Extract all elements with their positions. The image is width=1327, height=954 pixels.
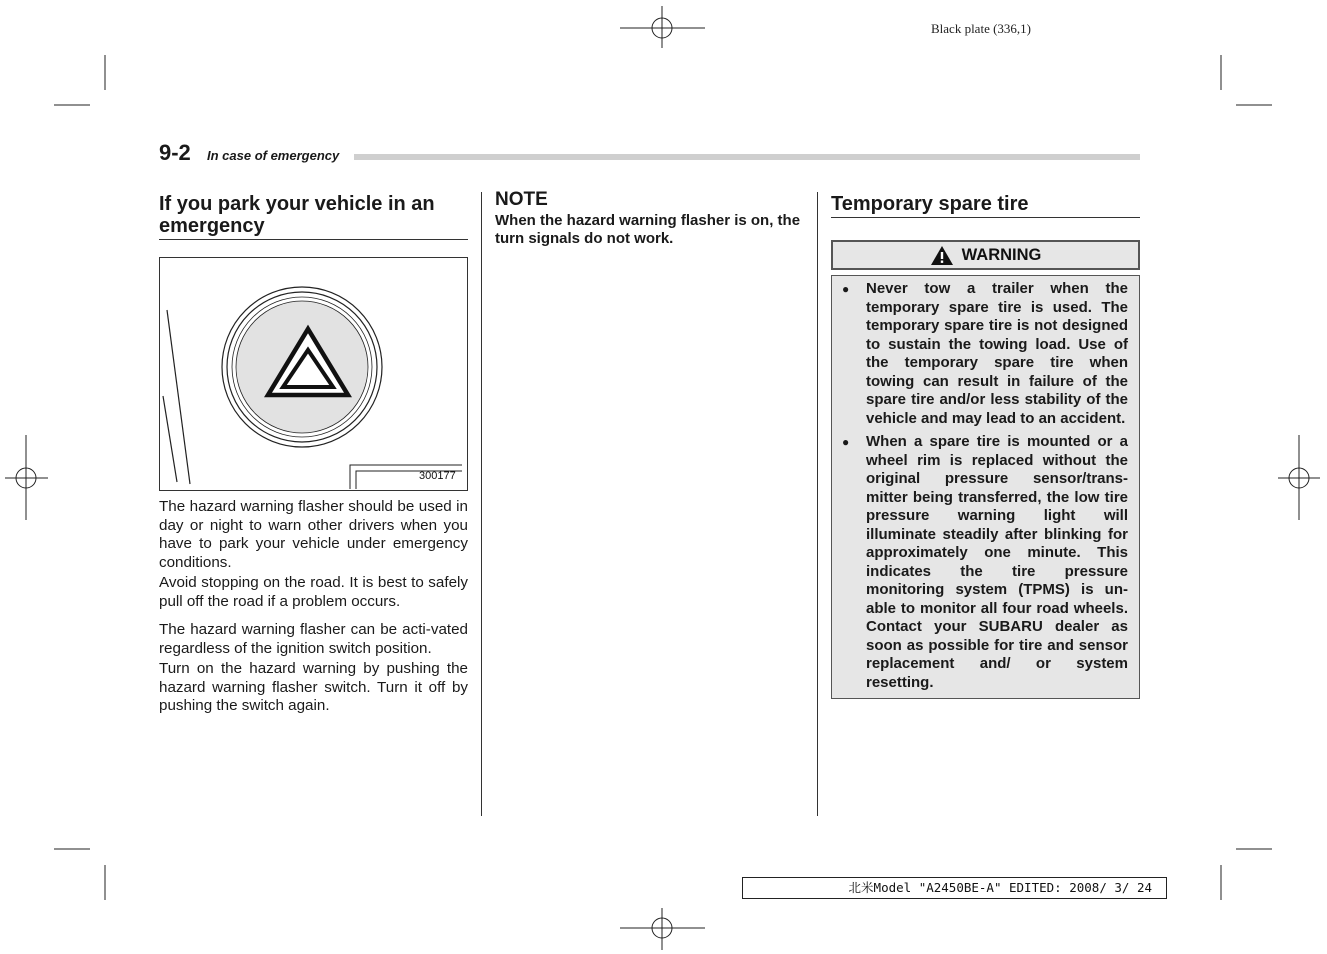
- warning-box: [831, 275, 1140, 699]
- warning-header: [831, 240, 1140, 270]
- column-3: [831, 193, 1140, 699]
- warning-label: WARNING: [961, 245, 1042, 264]
- bullet-icon: ●: [842, 282, 850, 296]
- page-header: [159, 140, 1140, 168]
- paragraph-4: Turn on the hazard warning by pushing the hazard warning flasher switch. Turn it off by pushing the switch again.: [159, 660, 468, 714]
- page-number: 9-2: [159, 140, 197, 166]
- warning-text-1: Never tow a trailer when the temporary spare tire is used. The temporary spare tire is not designed to sustain the towing load. Use of the temporary spare tire when towing can result in failure of the spare tire and/or less stability of the vehicle and may lead to an accident.: [866, 280, 1128, 427]
- note-title: NOTE: [495, 189, 548, 210]
- hazard-switch-illustration: [160, 258, 467, 490]
- spare-tire-title: Temporary spare tire: [831, 193, 1140, 218]
- header-rule: [354, 154, 1140, 160]
- column-2: [495, 188, 805, 248]
- paragraph-1: The hazard warning flasher should be used in day or night to warn other drivers when you have to park your vehicle under emergency conditions.: [159, 498, 468, 571]
- section-title: In case of emergency: [207, 148, 347, 163]
- column-divider-1: [481, 192, 482, 816]
- paragraph-3: The hazard warning flasher can be acti-vated regardless of the ignition switch position.: [159, 621, 468, 657]
- warning-item: [842, 433, 1128, 692]
- column-1: [159, 193, 468, 716]
- park-emergency-title: If you park your vehicle in an emergency: [159, 193, 468, 240]
- column-divider-2: [817, 192, 818, 816]
- figure-code: 300177: [419, 470, 456, 482]
- hazard-switch-figure: [159, 257, 468, 491]
- warning-text-2: When a spare tire is mounted or a wheel rim is replaced without the original pressure sensor/trans-mitter being transferred, the low tire pressure warning light will illuminate steadily after blinking for approximately one minute. This indicates the tire pressure monitoring system (TPMS) is un-able to monitor all four road wheels. Contact your SUBARU dealer as soon as possible for tire and sensor replacement and/ or system resetting.: [866, 433, 1128, 691]
- plate-label: Black plate (336,1): [931, 21, 1031, 36]
- edition-footer: 北米Model "A2450BE-A" EDITED: 2008/ 3/ 24: [742, 877, 1167, 899]
- warning-triangle-icon: [930, 245, 954, 266]
- note-text: When the hazard warning flasher is on, the turn signals do not work.: [495, 212, 801, 247]
- warning-item: [842, 280, 1128, 428]
- paragraph-2: Avoid stopping on the road. It is best to safely pull off the road if a problem occurs.: [159, 574, 468, 610]
- bullet-icon: ●: [842, 435, 850, 449]
